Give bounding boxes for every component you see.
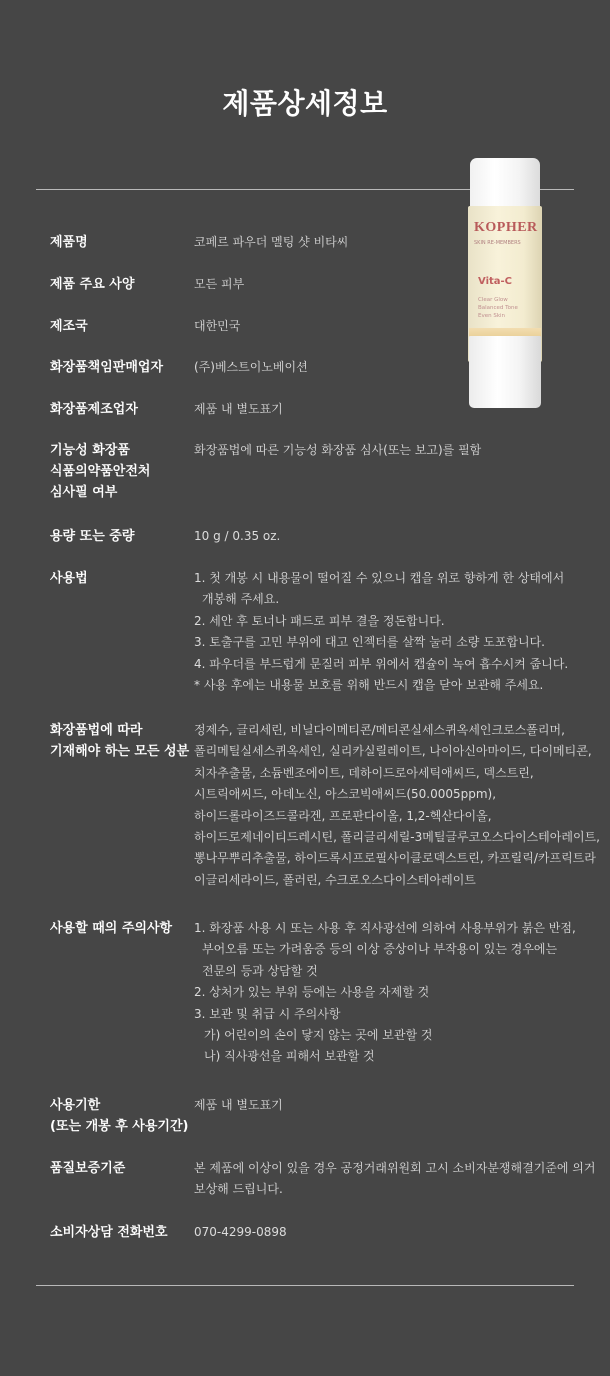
row-value: 화장품법에 따른 기능성 화장품 심사(또는 보고)를 필함 [194, 443, 482, 457]
row-value: 제품 내 별도표기 [194, 1098, 283, 1112]
row-label: 화장품제조업자 [50, 402, 138, 417]
row-value: (주)베스트이노베이션 [194, 360, 308, 374]
bottom-divider [36, 1285, 574, 1286]
row-label: 품질보증기준 [50, 1161, 126, 1176]
row-value: 제품 내 별도표기 [194, 402, 283, 416]
product-cap [470, 158, 540, 208]
row-label: 화장품법에 따라 기재해야 하는 모든 성분 [50, 723, 190, 759]
row-value: 대한민국 [194, 319, 241, 333]
row-label: 소비자상담 전화번호 [50, 1225, 168, 1240]
product-brand: KOPHER [474, 220, 538, 235]
product-name: Vita-C [478, 276, 513, 287]
row-label: 제품 주요 사양 [50, 277, 135, 292]
row-value: 모든 피부 [194, 277, 245, 291]
row-value: 070-4299-0898 [194, 1225, 287, 1239]
row-value: 10 g / 0.35 oz. [194, 529, 281, 543]
row-label: 사용할 때의 주의사항 [50, 921, 173, 936]
product-brand-sub: SKIN RE-MEMBERS [474, 240, 521, 246]
benefit-item: Balanced Tone [478, 305, 518, 311]
row-label: 사용기한 (또는 개봉 후 사용기간) [50, 1098, 189, 1134]
row-value: 1. 첫 개봉 시 내용물이 떨어질 수 있으니 캡을 위로 향하게 한 상태에서 개봉해 주세요. 2. 세안 후 토너나 패드로 피부 결을 정돈합니다. 3. 토출구를 고민 부위에 대고 인젝터를 살짝 눌러 소량 도포합니다. 4. 파우더를 부드럽게 문질러 피부 위에서 캡슐이 녹여 흡수시켜 줍니다. * 사용 후에는 내용물 보호를 위해 반드시 캡을 닫아 보관해 주세요. [194, 571, 569, 693]
row-value: 정제수, 글리세린, 비닐다이메티콘/메티콘실세스퀴옥세인크로스폴리머, 폴리메틸실세스퀴옥세인, 실리카실릴레이트, 나이아신아마이드, 다이메티콘, 치자추출물, 소듐벤조에이트, 데하이드로아세틱애씨드, 덱스트린, 시트릭애씨드, 아데노신, 아스코빅애씨드(50.0005ppm), 하이드롤라이즈드콜라겐, 프로판다이올, 1,2-헥산다이올, 하이드로제네이티드레시틴, 폴리글리세릴-3메틸글루코오스다이스테아레이트, 뽕나무뿌리추출물, 하이드록시프로필사이클로덱스트린, 카프릴릭/카프릭트라 이글리세라이드, 폴러린, 수크로오스다이스테아레이트 [194, 723, 600, 887]
row-value: 코페르 파우더 멜팅 샷 비타씨 [194, 235, 349, 249]
row-label: 제조국 [50, 319, 88, 334]
row-label: 용량 또는 중량 [50, 529, 135, 544]
row-label: 화장품책임판매업자 [50, 360, 164, 375]
row-value: 본 제품에 이상이 있을 경우 공정거래위원회 고시 소비자분쟁해결기준에 의거 보상해 드립니다. [194, 1161, 596, 1197]
row-value: 1. 화장품 사용 시 또는 사용 후 직사광선에 의하여 사용부위가 붉은 반점, 부어오름 또는 가려움증 등의 이상 증상이나 부작용이 있는 경우에는 전문의 등과 상담할 것 2. 상처가 있는 부위 등에는 사용을 자제할 것 3. 보관 및 취급 시 주의사항 가) 어린이의 손이 닿지 않는 곳에 보관할 것 나) 직사광선을 피해서 보관할 것 [194, 921, 576, 1064]
page-title: 제품상세정보 [222, 87, 388, 120]
row-label: 사용법 [50, 571, 88, 586]
benefit-item: Even Skin [478, 313, 506, 319]
row-label: 제품명 [50, 235, 88, 250]
row-label: 기능성 화장품 식품의약품안전처 심사필 여부 [50, 443, 151, 500]
benefit-item: Clear Glow [478, 297, 508, 303]
